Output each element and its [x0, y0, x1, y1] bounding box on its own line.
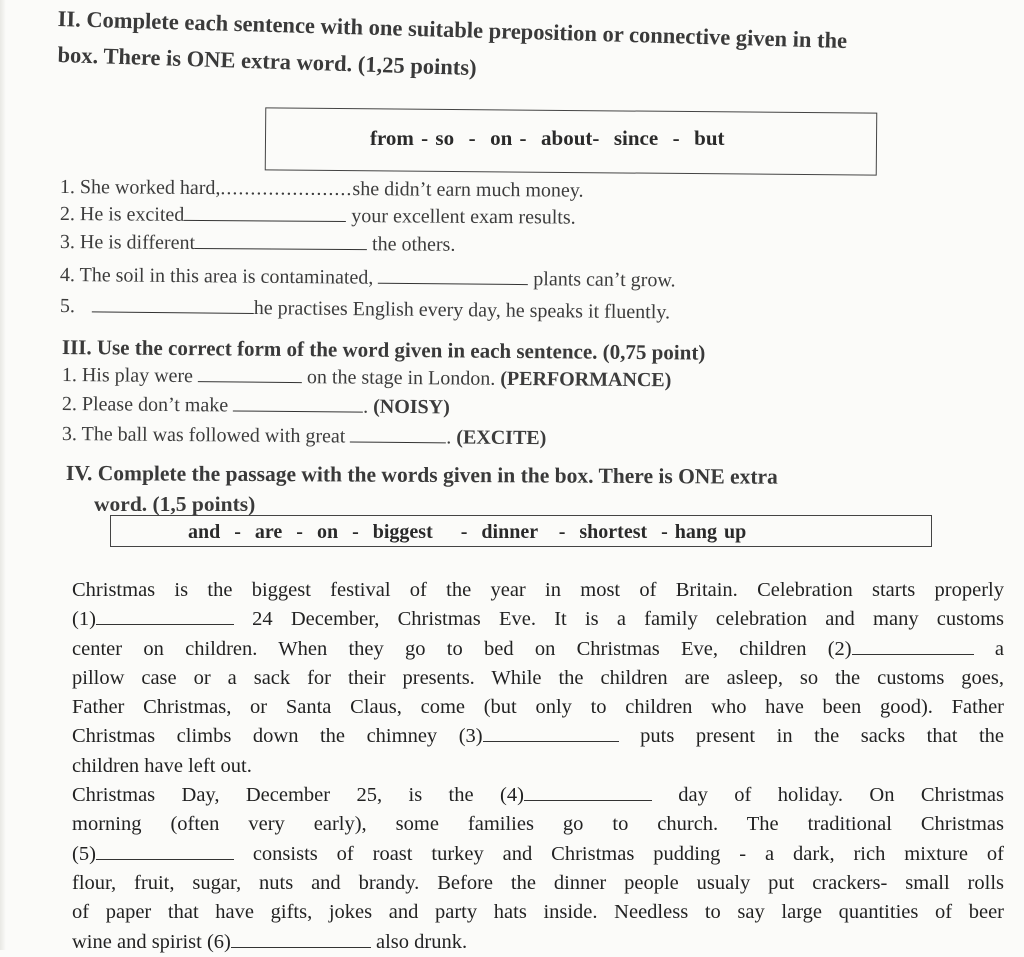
- item-5-blank[interactable]: [92, 297, 254, 314]
- section4-box-words: and - are - on - biggest - dinner - shortest - hang up: [188, 521, 747, 543]
- section4-heading-line2: word. (1,5 points): [94, 492, 256, 516]
- s3-item-3-blank[interactable]: [350, 428, 446, 444]
- s3-item-1-after: on the stage in London.: [306, 366, 496, 390]
- s3-item-2-word: (NOISY): [373, 395, 450, 419]
- passage-line-3: [72, 635, 1004, 664]
- passage-line-9: morning (often very early), some families go to church. The traditional Christmas: [72, 813, 1004, 836]
- item-2-before: 2. He is excited: [59, 203, 185, 226]
- passage-line-13-text: wine and spirist (6): [72, 930, 231, 953]
- passage-line-6: [72, 722, 1004, 751]
- s3-item-1-before: 1. His play were: [61, 364, 194, 388]
- section3-item-2: [62, 393, 450, 419]
- section3-item-1: [62, 364, 672, 392]
- passage-line-8-end: day of holiday. On Christmas: [678, 784, 1005, 807]
- passage-line-1: Christmas is the biggest festival of the year in most of Britain. Celebration starts properly: [72, 579, 1004, 601]
- item-2-blank[interactable]: [184, 206, 346, 222]
- item-3-after: the others.: [371, 233, 456, 256]
- item-4-after: plants can’t grow.: [533, 268, 676, 292]
- item-2-after: your excellent exam results.: [351, 205, 576, 229]
- section4-passage: [72, 576, 1004, 957]
- item-3-blank[interactable]: [195, 234, 367, 250]
- passage-line-8-text: Christmas Day, December 25, is the (4): [72, 784, 524, 807]
- section2-item-1: [60, 176, 584, 203]
- item-5-after: he practises English every day, he speaks it fluently.: [253, 297, 671, 324]
- passage-blank-2[interactable]: [852, 640, 974, 655]
- passage-line-6-end: puts present in the sacks that the: [640, 725, 1004, 748]
- section2-heading-line1: II. Complete each sentence with one suitable preposition or connective given in the: [57, 6, 848, 54]
- item-4-blank[interactable]: [378, 269, 528, 285]
- passage-blank-5-label: (5): [72, 842, 96, 865]
- passage-line-13: [72, 928, 1004, 957]
- s3-item-2-before: 2. Please don’t make: [61, 393, 229, 417]
- s3-item-2-blank[interactable]: [233, 396, 363, 412]
- item-4-before: 4. The soil in this area is contaminated,: [59, 264, 374, 289]
- passage-line-6-text: Christmas climbs down the chimney (3): [72, 725, 483, 748]
- passage-blank-3[interactable]: [483, 727, 619, 742]
- s3-item-2-after: .: [363, 395, 369, 418]
- s3-item-3-after: .: [446, 426, 452, 449]
- section2-item-3: [60, 231, 456, 257]
- item-1-dots: ......................: [220, 177, 353, 201]
- section2-item-5: [60, 295, 670, 324]
- passage-blank-6[interactable]: [231, 933, 371, 948]
- passage-line-11: flour, fruit, sugar, nuts and brandy. Before the dinner people usualy put crackers- small rolls: [72, 871, 1004, 894]
- passage-line-5: Father Christmas, or Santa Claus, come (but only to children who have been good). Father: [72, 696, 1004, 719]
- item-3-before: 3. He is different: [59, 231, 196, 254]
- section2-heading-line2: box. There is ONE extra word. (1,25 points): [57, 42, 477, 81]
- section3-heading: III. Use the correct form of the word given in each sentence. (0,75 point): [61, 335, 706, 365]
- passage-line-13-end: also drunk.: [375, 930, 468, 953]
- page-edge-shadow: [0, 0, 6, 950]
- passage-line-10-text: consists of roast turkey and Christmas pudding - a dark, rich mixture of: [252, 842, 1005, 865]
- section3-item-3: [62, 423, 547, 450]
- item-1-before: 1. She worked hard,: [59, 176, 221, 200]
- passage-blank-5[interactable]: [96, 845, 234, 860]
- passage-blank-1[interactable]: [96, 610, 234, 625]
- passage-line-3-text: center on children. When they go to bed on Christmas Eve, children (2): [72, 637, 852, 660]
- passage-line-8: [72, 781, 1004, 810]
- s3-item-3-before: 3. The ball was followed with great: [61, 423, 346, 448]
- s3-item-1-word: (PERFORMANCE): [500, 367, 672, 392]
- section2-item-2: [60, 203, 576, 230]
- item-5-before: 5.: [59, 295, 75, 318]
- s3-item-1-blank[interactable]: [198, 367, 302, 383]
- passage-line-7: children have left out.: [72, 754, 252, 777]
- passage-blank-4[interactable]: [524, 786, 652, 801]
- passage-line-4: pillow case or a sack for their presents. While the children are asleep, so the customs goes,: [72, 666, 1004, 689]
- passage-line-12: of paper that have gifts, jokes and party hats inside. Needless to say large quantities of beer: [72, 901, 1004, 924]
- section2-box-words: from - so - on - about- since - but: [370, 126, 725, 150]
- passage-line-2: [72, 605, 1004, 634]
- s3-item-3-word: (EXCITE): [456, 426, 547, 450]
- passage-blank-1-label: (1): [72, 608, 96, 631]
- passage-line-3-end: a: [994, 637, 1005, 660]
- passage-line-2-text: 24 December, Christmas Eve. It is a family celebration and many customs: [252, 608, 1005, 631]
- item-1-after: she didn’t earn much money.: [352, 178, 584, 202]
- section2-item-4: [60, 264, 676, 292]
- section4-heading-line1: IV. Complete the passage with the words given in the box. There is ONE extra: [65, 461, 778, 489]
- passage-line-10: [72, 840, 1004, 869]
